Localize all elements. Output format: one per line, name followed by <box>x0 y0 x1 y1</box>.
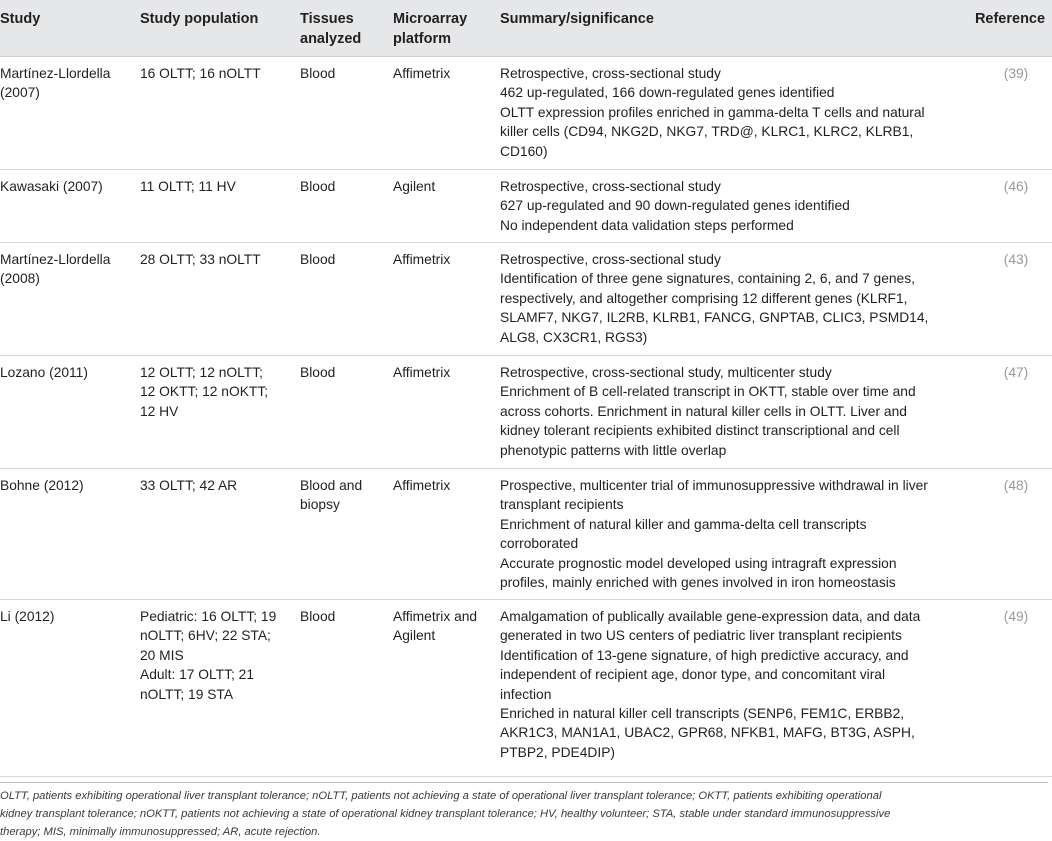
header-population: Study population <box>140 11 259 27</box>
platform-cell-line: Affimetrix <box>393 252 451 267</box>
population-cell-line: 20 MIS <box>140 647 184 663</box>
population-cell-line: 33 OLTT; 42 AR <box>140 478 238 493</box>
summary-cell-line: across cohorts. Enrichment in natural killer cells in OLTT. Liver and <box>500 403 907 419</box>
tissues-cell <box>300 177 388 196</box>
header-tissues-line1: Tissues <box>300 11 354 27</box>
platform-cell-line: Affimetrix <box>393 478 451 493</box>
population-cell <box>140 177 290 196</box>
summary-cell-line: PTBP2, PDE4DIP) <box>500 744 616 760</box>
summary-cell-line: Amalgamation of publically available gene-expression data, and data <box>500 609 921 624</box>
table-row <box>0 356 1052 469</box>
study-cell <box>0 363 132 382</box>
header-tissues <box>300 9 388 49</box>
summary-cell-line: transplant recipients <box>500 497 624 513</box>
tissues-cell-line: Blood <box>300 179 336 194</box>
study-cell <box>0 64 132 103</box>
reference-link[interactable]: (39) <box>1003 66 1029 81</box>
summary-cell-line: Accurate prognostic model developed using intragraft expression <box>500 555 897 571</box>
summary-cell-line: Retrospective, cross-sectional study, multicenter study <box>500 365 832 380</box>
table-row <box>0 170 1052 243</box>
summary-cell-line: 462 up-regulated, 166 down-regulated genes identified <box>500 85 835 101</box>
summary-cell-line: CD160) <box>500 143 548 159</box>
platform-cell <box>393 607 493 646</box>
study-cell-line: Martínez-Llordella <box>0 252 111 267</box>
summary-cell-line: independent of recipient age, donor type, and concomitant viral <box>500 667 886 683</box>
study-cell <box>0 177 132 196</box>
summary-cell-line: killer cells (CD94, NKG2D, NKG7, TRD@, KLRC1, KLRC2, KLRB1, <box>500 124 914 140</box>
tissues-cell-line: biopsy <box>300 497 340 513</box>
summary-cell-line: generated in two US centers of pediatric liver transplant recipients <box>500 628 902 644</box>
summary-cell-line: Enrichment of B cell-related transcript in OKTT, stable over time and <box>500 384 916 400</box>
platform-cell <box>393 476 493 495</box>
population-cell-line: 28 OLTT; 33 nOLTT <box>140 252 261 267</box>
study-cell-line: (2008) <box>0 271 40 287</box>
footnote-line: kidney transplant tolerance; nOKTT, patients not achieving a state of operational kidney transplant tolerance; HV, healthy volunteer; STA, stable under standard immunosuppressive <box>0 808 891 820</box>
population-cell <box>140 607 290 704</box>
population-cell-line: nOLTT; 6HV; 22 STA; <box>140 628 271 644</box>
summary-cell-line: Enriched in natural killer cell transcripts (SENP6, FEM1C, ERBB2, <box>500 706 905 722</box>
summary-cell-line: SLAMF7, NKG7, IL2RB, KLRB1, FANCG, GNPTAB, CLIC3, PSMD14, <box>500 310 929 326</box>
summary-cell-line: ALG8, CX3CR1, RGS3) <box>500 329 648 345</box>
platform-cell-line: Affimetrix <box>393 66 451 81</box>
table-footnote <box>0 782 1048 841</box>
reference-link[interactable]: (43) <box>1003 252 1029 267</box>
summary-cell-line: profiles, mainly enriched with genes involved in iron homeostasis <box>500 575 896 591</box>
summary-cell-line: 627 up-regulated and 90 down-regulated genes identified <box>500 198 850 214</box>
summary-cell-line: respectively, and altogether comprising 12 different genes (KLRF1, <box>500 290 908 306</box>
header-study: Study <box>0 11 41 27</box>
summary-cell-line: Retrospective, cross-sectional study <box>500 179 721 194</box>
header-tissues-line2: analyzed <box>300 31 362 47</box>
tissues-cell <box>300 607 388 626</box>
platform-cell <box>393 250 493 269</box>
population-cell <box>140 363 290 421</box>
header-platform <box>393 9 493 49</box>
summary-cell-line: AKR1C3, MAN1A1, UBAC2, GPR68, NFKB1, MAFG, BT3G, ASPH, <box>500 725 915 741</box>
table-body <box>0 57 1052 777</box>
population-cell-line: 11 OLTT; 11 HV <box>140 179 236 194</box>
table-header <box>0 0 1052 57</box>
study-cell-line: Kawasaki (2007) <box>0 179 103 194</box>
summary-cell <box>500 607 970 762</box>
tissues-cell <box>300 363 388 382</box>
summary-cell-line: Enrichment of natural killer and gamma-delta cell transcripts <box>500 516 867 532</box>
platform-cell <box>393 177 493 196</box>
tissues-cell-line: Blood <box>300 66 336 81</box>
summary-cell <box>500 64 970 161</box>
summary-cell-line: Prospective, multicenter trial of immunosuppressive withdrawal in liver <box>500 478 928 493</box>
table-row <box>0 600 1052 777</box>
study-cell-line: Lozano (2011) <box>0 365 88 380</box>
population-cell <box>140 250 290 269</box>
tissues-cell-line: Blood and <box>300 478 363 493</box>
summary-cell-line: kidney tolerant recipients exhibited distinct transcriptional and cell <box>500 423 900 439</box>
reference-link[interactable]: (46) <box>1003 179 1029 194</box>
summary-cell-line: corroborated <box>500 536 579 552</box>
population-cell-line: Adult: 17 OLTT; 21 <box>140 667 255 683</box>
study-cell-line: (2007) <box>0 85 40 101</box>
header-platform-line2: platform <box>393 31 451 47</box>
tissues-cell-line: Blood <box>300 365 336 380</box>
platform-cell <box>393 363 493 382</box>
population-cell <box>140 476 290 495</box>
population-cell-line: 12 OKTT; 12 nOKTT; <box>140 384 269 400</box>
summary-cell-line: No independent data validation steps performed <box>500 217 794 233</box>
summary-cell <box>500 476 970 592</box>
platform-cell-line: Agilent <box>393 179 436 194</box>
summary-cell <box>500 177 970 235</box>
header-summary: Summary/significance <box>500 11 654 27</box>
summary-cell-line: infection <box>500 686 552 702</box>
summary-cell <box>500 363 970 460</box>
summary-cell <box>500 250 970 347</box>
summary-cell-line: phenotypic patterns with little overlap <box>500 442 727 458</box>
population-cell-line: 12 HV <box>140 403 179 419</box>
footnote-line: OLTT, patients exhibiting operational liver transplant tolerance; nOLTT, patients not achieving a state of operational liver transplant tolerance; OKTT, patients exhibiting operational <box>0 790 882 802</box>
table-row <box>0 243 1052 356</box>
table-row <box>0 469 1052 600</box>
platform-cell-line: Agilent <box>393 628 436 644</box>
summary-cell-line: Identification of 13-gene signature, of high predictive accuracy, and <box>500 647 909 663</box>
study-cell-line: Li (2012) <box>0 609 55 624</box>
summary-cell-line: OLTT expression profiles enriched in gamma-delta T cells and natural <box>500 104 925 120</box>
study-cell <box>0 476 132 495</box>
platform-cell <box>393 64 493 83</box>
header-platform-line1: Microarray <box>393 11 468 27</box>
platform-cell-line: Affimetrix <box>393 365 451 380</box>
tissues-cell <box>300 64 388 83</box>
reference-link[interactable]: (47) <box>1003 365 1029 380</box>
population-cell-line: 12 OLTT; 12 nOLTT; <box>140 365 263 380</box>
platform-cell-line: Affimetrix and <box>393 609 478 624</box>
summary-cell-line: Identification of three gene signatures, containing 2, 6, and 7 genes, <box>500 271 915 287</box>
tissues-cell-line: Blood <box>300 609 336 624</box>
tissues-cell <box>300 476 388 515</box>
study-cell-line: Bohne (2012) <box>0 478 84 493</box>
table-row <box>0 57 1052 170</box>
study-cell <box>0 607 132 626</box>
tissues-cell <box>300 250 388 269</box>
study-cell <box>0 250 132 289</box>
population-cell <box>140 64 290 83</box>
population-cell-line: Pediatric: 16 OLTT; 19 <box>140 609 277 624</box>
header-reference: Reference <box>974 11 1046 27</box>
reference-link[interactable]: (48) <box>1003 478 1029 493</box>
summary-cell-line: Retrospective, cross-sectional study <box>500 252 721 267</box>
tissues-cell-line: Blood <box>300 252 336 267</box>
population-cell-line: 16 OLTT; 16 nOLTT <box>140 66 261 81</box>
reference-link[interactable]: (49) <box>1003 609 1029 624</box>
footnote-line: therapy; MIS, minimally immunosuppressed; AR, acute rejection. <box>0 826 321 838</box>
study-cell-line: Martínez-Llordella <box>0 66 111 81</box>
population-cell-line: nOLTT; 19 STA <box>140 686 234 702</box>
summary-cell-line: Retrospective, cross-sectional study <box>500 66 721 81</box>
